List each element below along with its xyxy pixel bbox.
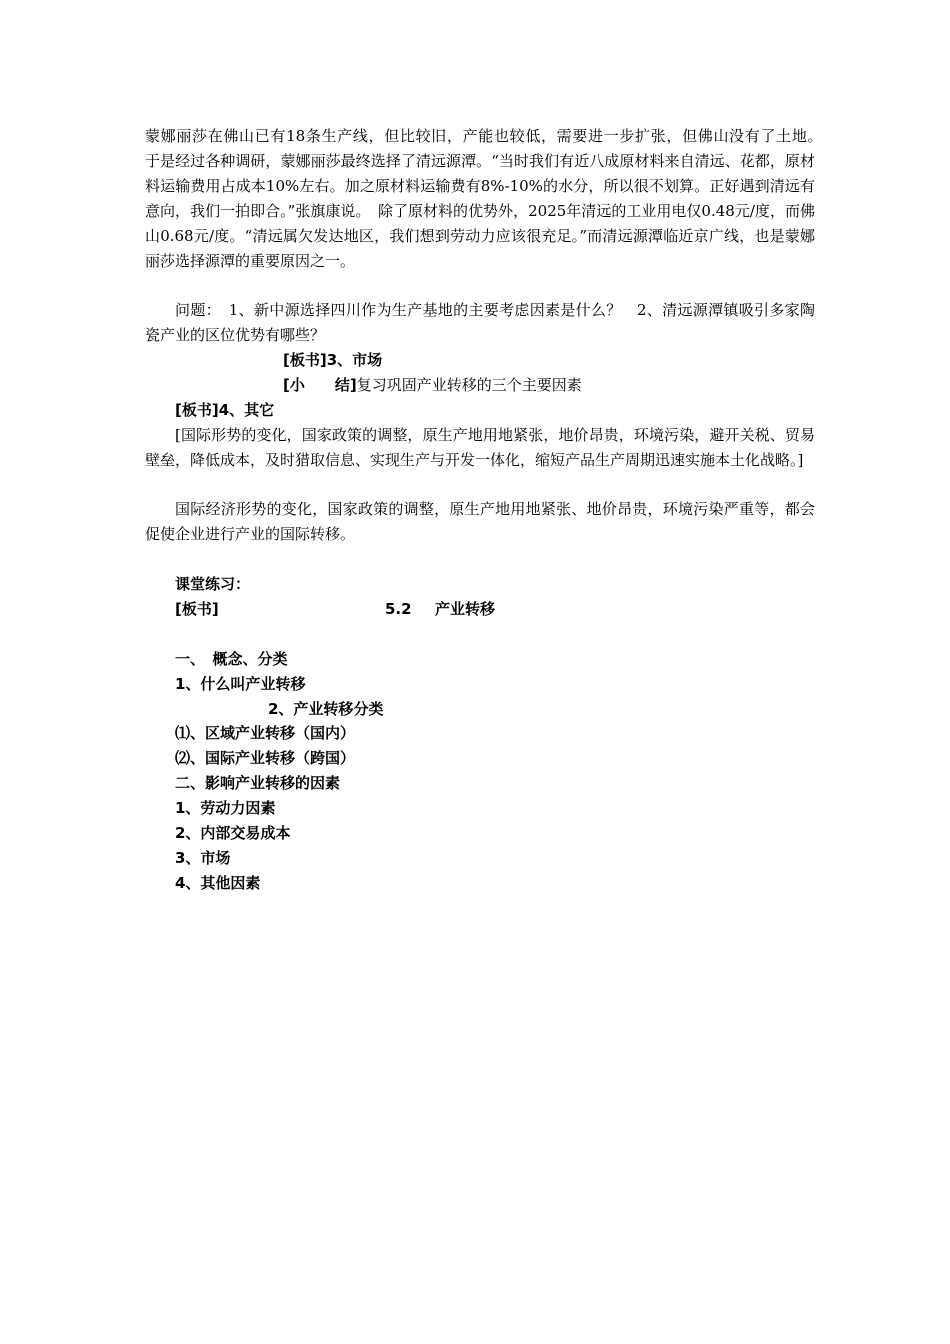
board-other: [板书]4、其它 bbox=[175, 401, 275, 419]
paragraph-international-summary: 国际经济形势的变化，国家政策的调整，原生产地用地紧张、地价昂贵，环境污染严重等，都会促使企业进行产业的国际转移。 bbox=[145, 500, 815, 543]
section-title: 产业转移 bbox=[435, 600, 496, 618]
outline-item: ⑴、区域产业转移（国内） bbox=[175, 724, 356, 742]
outline-item: ⑵、国际产业转移（跨国） bbox=[175, 749, 356, 767]
exercise-board-label: [板书] bbox=[175, 600, 219, 618]
outline-item: 二、影响产业转移的因素 bbox=[175, 774, 341, 792]
board-summary bbox=[283, 373, 582, 398]
outline-item: 2、产业转移分类 bbox=[268, 700, 384, 718]
outline-item: 2、内部交易成本 bbox=[175, 824, 291, 842]
board-market: [板书]3、市场 bbox=[283, 351, 383, 369]
paragraph-mona-lisa-case: 蒙娜丽莎在佛山已有18条生产线，但比较旧，产能也较低，需要进一步扩张，但佛山没有了土地。 于是经过各种调研，蒙娜丽莎最终选择了清远源潭。“当时我们有近八成原材料来自清远、花都，原材料运输费用占成本10%左右。加之原材料运输费有8%-10%的水分，所以很不划算。正好遇到清远有意向，我们一拍即合。”张旗康说。 除了原材料的优势外，2025年清远的工业用电仅0.48元/度，而佛山0.68元/度。“清远属欠发达地区，我们想到劳动力应该很充足。”而清远源潭临近京广线，也是蒙娜丽莎选择源潭的重要原因之一。 bbox=[145, 127, 831, 270]
exercise-title: 课堂练习： bbox=[175, 575, 251, 593]
section-number: 5.2 bbox=[385, 600, 412, 618]
exercise-board-heading bbox=[175, 597, 575, 622]
outline-item: 4、其他因素 bbox=[175, 874, 261, 892]
paragraph-international-reasons: [国际形势的变化，国家政策的调整，原生产地用地紧张，地价昂贵，环境污染，避开关税、贸易壁垒，降低成本，及时猎取信息、实现生产与开发一体化，缩短产品生产周期迅速实施本土化战略。] bbox=[145, 426, 815, 469]
board-summary-label: [小 结] bbox=[283, 376, 357, 394]
board-summary-text: 复习巩固产业转移的三个主要因素 bbox=[356, 376, 582, 394]
outline-item: 1、劳动力因素 bbox=[175, 799, 276, 817]
outline-item: 1、什么叫产业转移 bbox=[175, 675, 306, 693]
outline-item: 一、 概念、分类 bbox=[175, 650, 288, 668]
outline-item: 3、市场 bbox=[175, 849, 231, 867]
paragraph-questions: 问题： 1、新中源选择四川作为生产基地的主要考虑因素是什么？ 2、清远源潭镇吸引多家陶瓷产业的区位优势有哪些？ bbox=[145, 301, 815, 344]
